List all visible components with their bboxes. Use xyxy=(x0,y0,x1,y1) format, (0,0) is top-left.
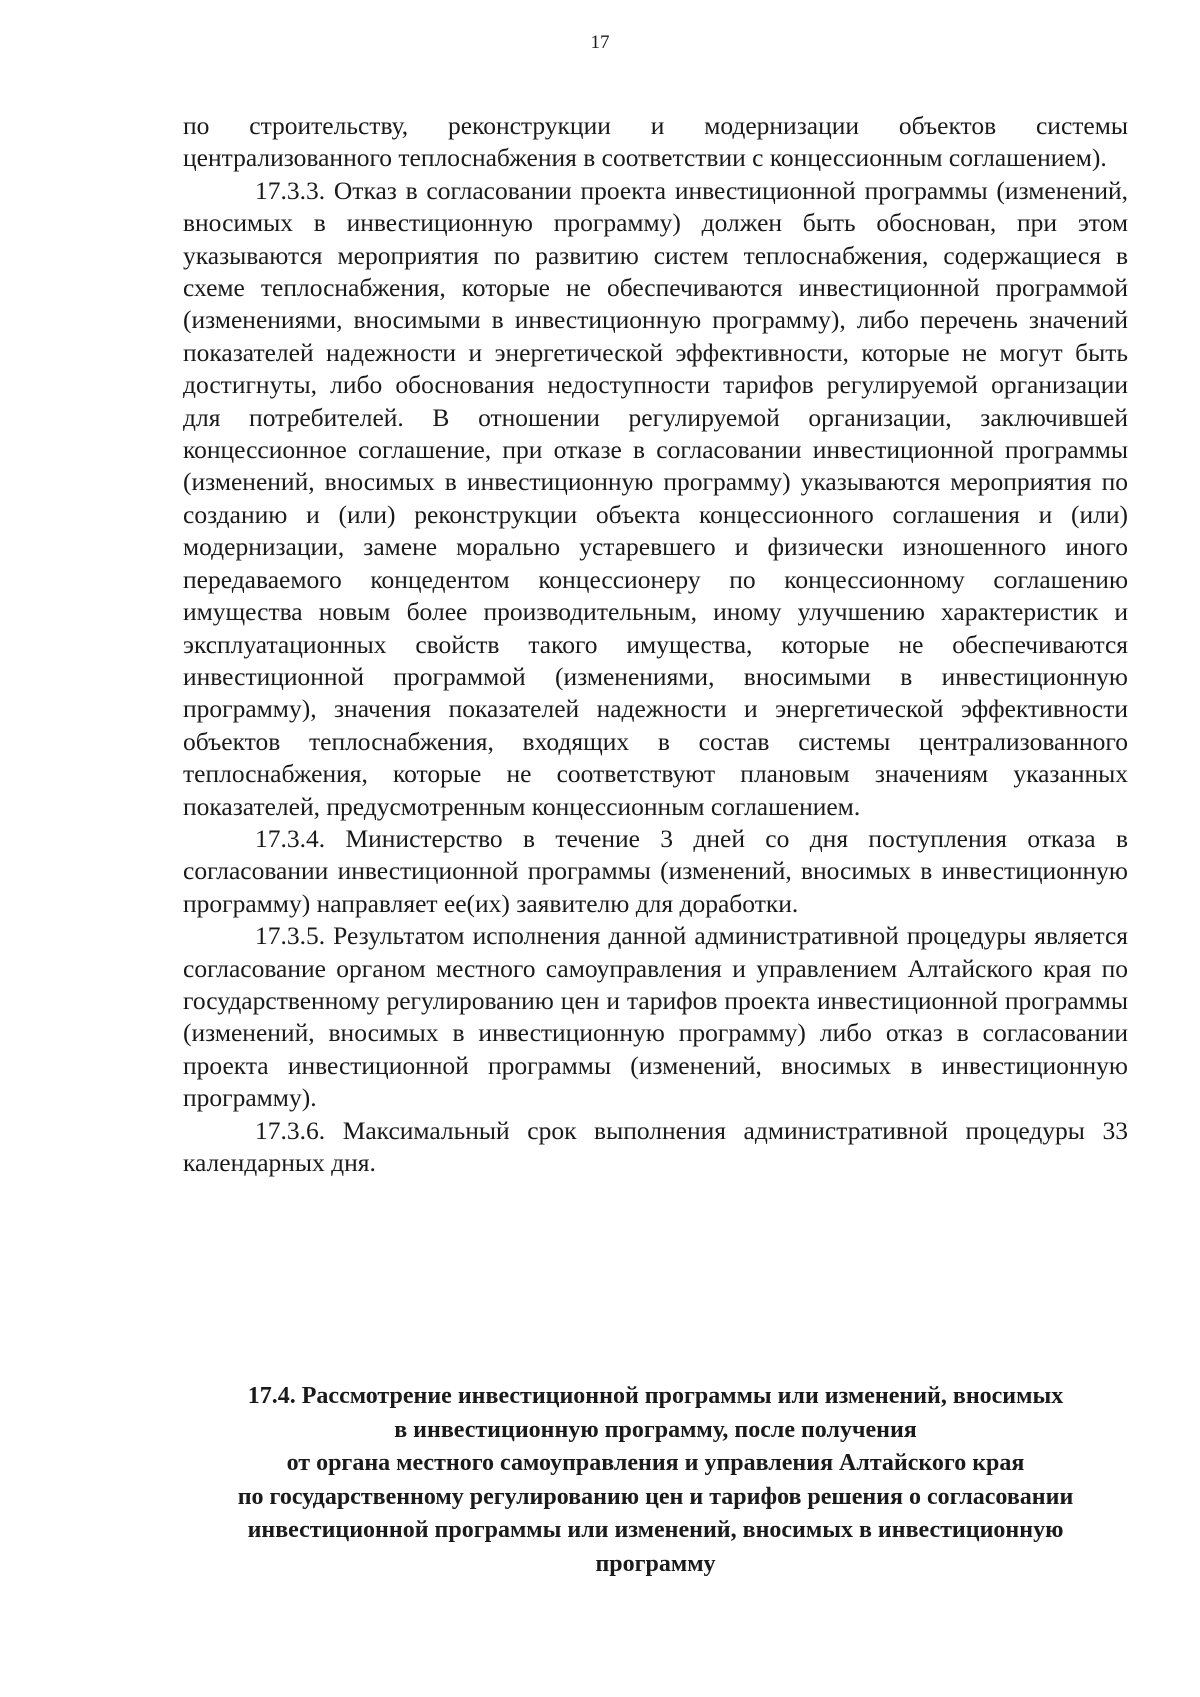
page-number: 17 xyxy=(590,32,610,53)
heading-line: 17.4. Рассмотрение инвестиционной программы или изменений, вносимых xyxy=(247,1383,1064,1409)
heading-line: по государственному регулированию цен и тарифов решения о согласовании xyxy=(237,1483,1074,1510)
heading-line: от органа местного самоуправления и управления Алтайского края xyxy=(286,1450,1025,1476)
heading-line: в инвестиционную программу, после получения xyxy=(394,1416,917,1443)
paragraph-17-3-3: 17.3.3. Отказ в согласовании проекта инвестиционной программы (изменений, вносимых в инвестиционную программу) должен быть обоснован, при этом указываются мероприятия по развитию систем теплоснабжения, содержащиеся в схеме теплоснабжения, которые не обеспечиваются инвестиционной программой (изменениями, вносимыми в инвестиционную программу), либо перечень значений показателей надежности и энергетической эффективности, которые не могут быть достигнуты, либо обоснования недоступности тарифов регулируемой организации для потребителей. В отношении регулируемой организации, заключившей концессионное соглашение, при отказе в согласовании инвестиционной программы (изменений, вносимых в инвестиционную программу) указываются мероприятия по созданию и (или) реконструкции объекта концессионного соглашения и (или) модернизации, замене морально устаревшего и физически изношенного иного передаваемого концедентом концессионеру по концессионному соглашению имущества новым более производительным, иному улучшению характеристик и эксплуатационных свойств такого имущества, которые не обеспечиваются инвестиционной программой (изменениями, вносимыми в инвестиционную программу), значения показателей надежности и энергетической эффективности объектов теплоснабжения, входящих в состав системы централизованного теплоснабжения, которые не соответствуют плановым значениям указанных показателей, предусмотренным концессионным соглашением. xyxy=(183,175,1128,821)
heading-line: программу xyxy=(595,1550,716,1577)
document-body xyxy=(183,110,1128,1179)
paragraph-17-3-4: 17.3.4. Министерство в течение 3 дней со дня поступления отказа в согласовании инвестиционной программы (изменений, вносимых в инвестиционную программу) направляет ее(их) заявителю для доработки. xyxy=(183,823,1128,918)
paragraph-17-3-5: 17.3.5. Результатом исполнения данной административной процедуры является согласование органом местного самоуправления и управлением Алтайского края по государственному регулированию цен и тарифов проекта инвестиционной программы (изменений, вносимых в инвестиционную программу) либо отказ в согласовании проекта инвестиционной программы (изменений, вносимых в инвестиционную программу). xyxy=(183,921,1128,1113)
paragraph-17-3-6: 17.3.6. Максимальный срок выполнения административной процедуры 33 календарных дня. xyxy=(183,1115,1128,1177)
heading-line: инвестиционной программы или изменений, вносимых в инвестиционную xyxy=(247,1517,1064,1543)
section-heading-17-4 xyxy=(183,1380,1128,1581)
paragraph-continuation: по строительству, реконструкции и модернизации объектов системы централизованного теплоснабжения в соответствии с концессионным соглашением). xyxy=(183,111,1128,173)
